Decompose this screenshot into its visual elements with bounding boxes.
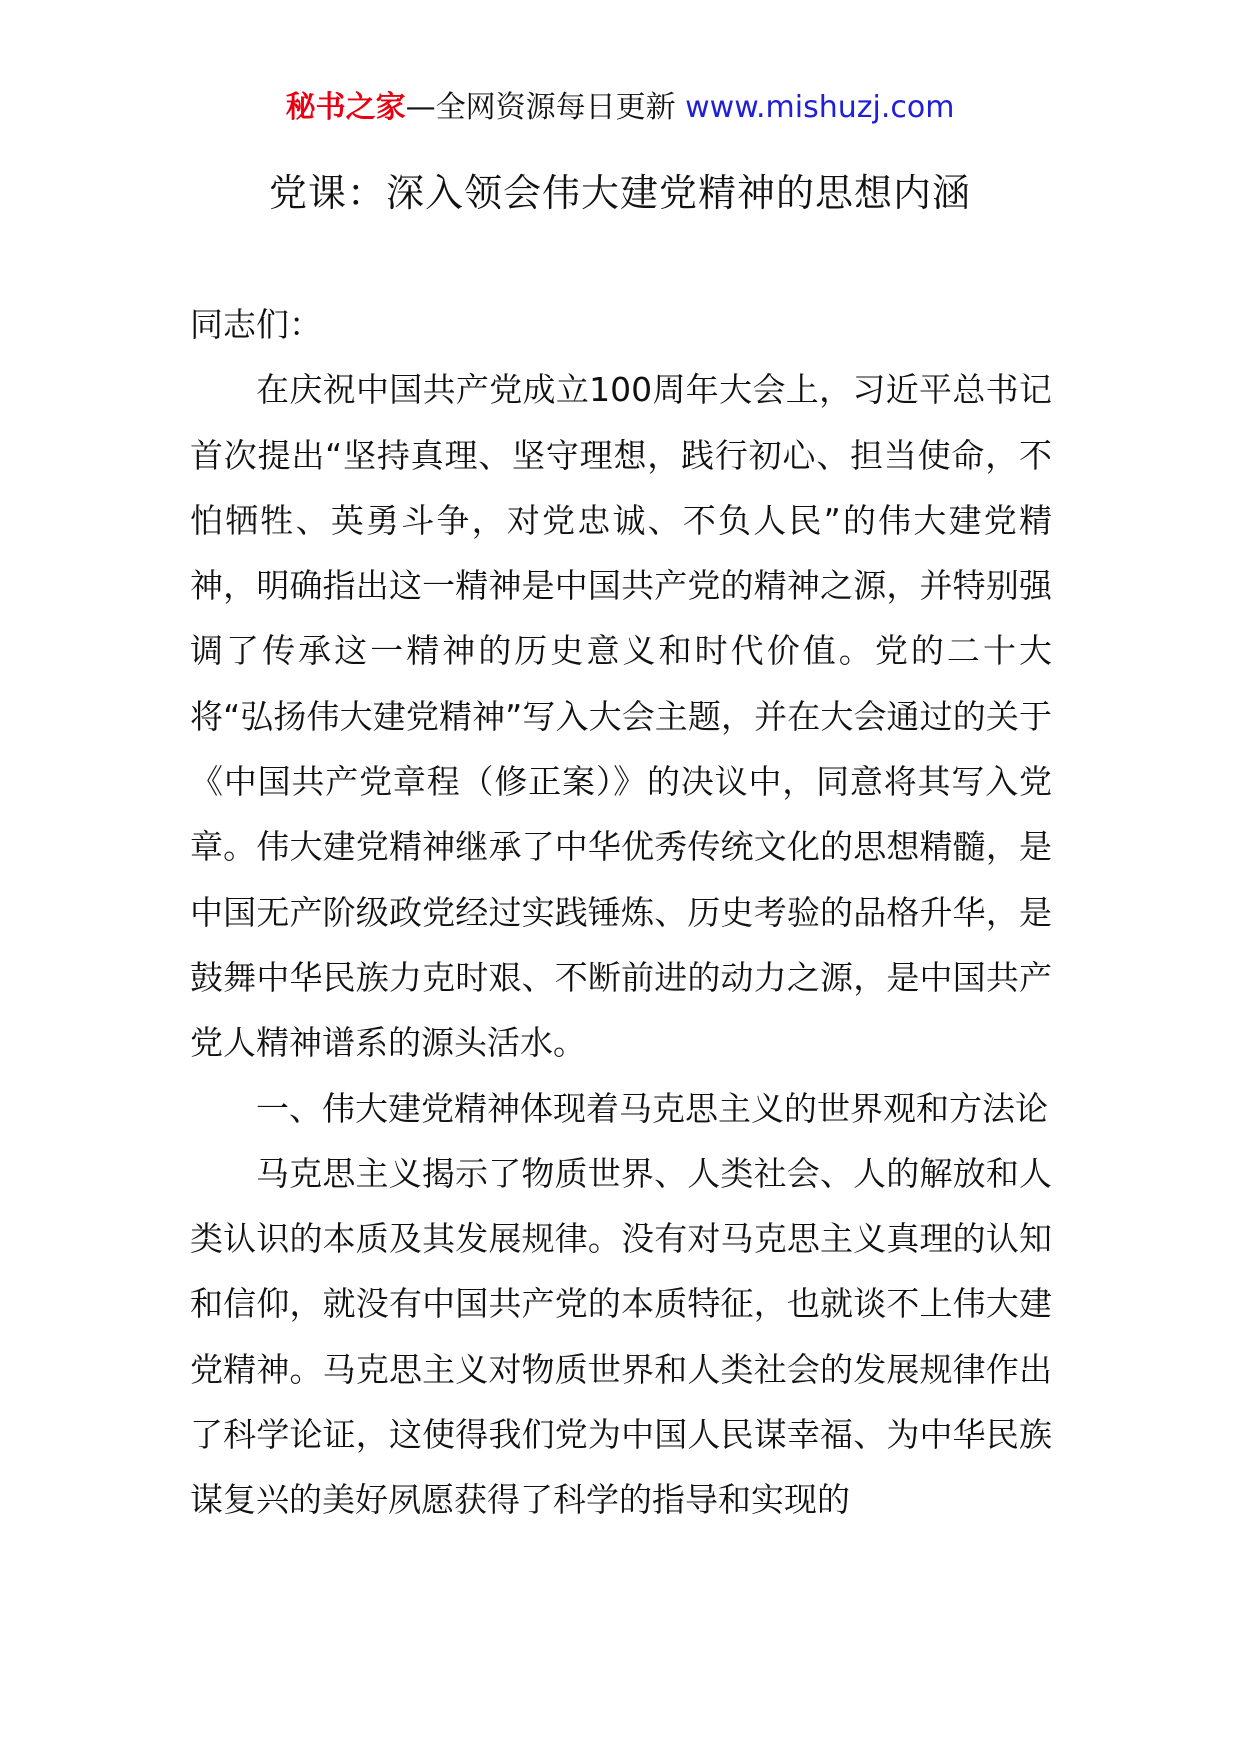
site-brand: 秘书之家: [285, 90, 406, 125]
site-url-link[interactable]: www.mishuzj.com: [685, 90, 955, 125]
document-body: [190, 292, 1052, 1533]
section-heading-1: 一、伟大建党精神体现着马克思主义的世界观和方法论: [256, 1088, 1048, 1128]
salutation: 同志们：: [190, 305, 322, 344]
paragraph-intro: 在庆祝中国共产党成立100周年大会上，习近平总书记首次提出“坚持真理、坚守理想，践行初心、担当使命，不怕牺牲、英勇斗争，对党忠诚、不负人民”的伟大建党精神，明确指出这一精神是中国共产党的精神之源，并特别强调了传承这一精神的历史意义和时代价值。党的二十大将“弘扬伟大建党精神”写入大会主题，并在大会通过的关于《中国共产党章程（修正案）》的决议中，同意将其写入党章。伟大建党精神继承了中华优秀传统文化的思想精髓，是中国无产阶级政党经过实践锤炼、历史考验的品格升华，是鼓舞中华民族力克时艰、不断前进的动力之源，是中国共产党人精神谱系的源头活水。: [190, 370, 1052, 1063]
site-header: [0, 88, 1240, 128]
site-tagline: —全网资源每日更新: [405, 90, 676, 125]
paragraph-section-1: 马克思主义揭示了物质世界、人类社会、人的解放和人类认识的本质及其发展规律。没有对马克思主义真理的认知和信仰，就没有中国共产党的本质特征，也就谈不上伟大建党精神。马克思主义对物质世界和人类社会的发展规律作出了科学论证，这使得我们党为中国人民谋幸福、为中华民族谋复兴的美好夙愿获得了科学的指导和实现的: [190, 1153, 1052, 1520]
document-title: 党课：深入领会伟大建党精神的思想内涵: [268, 171, 971, 215]
